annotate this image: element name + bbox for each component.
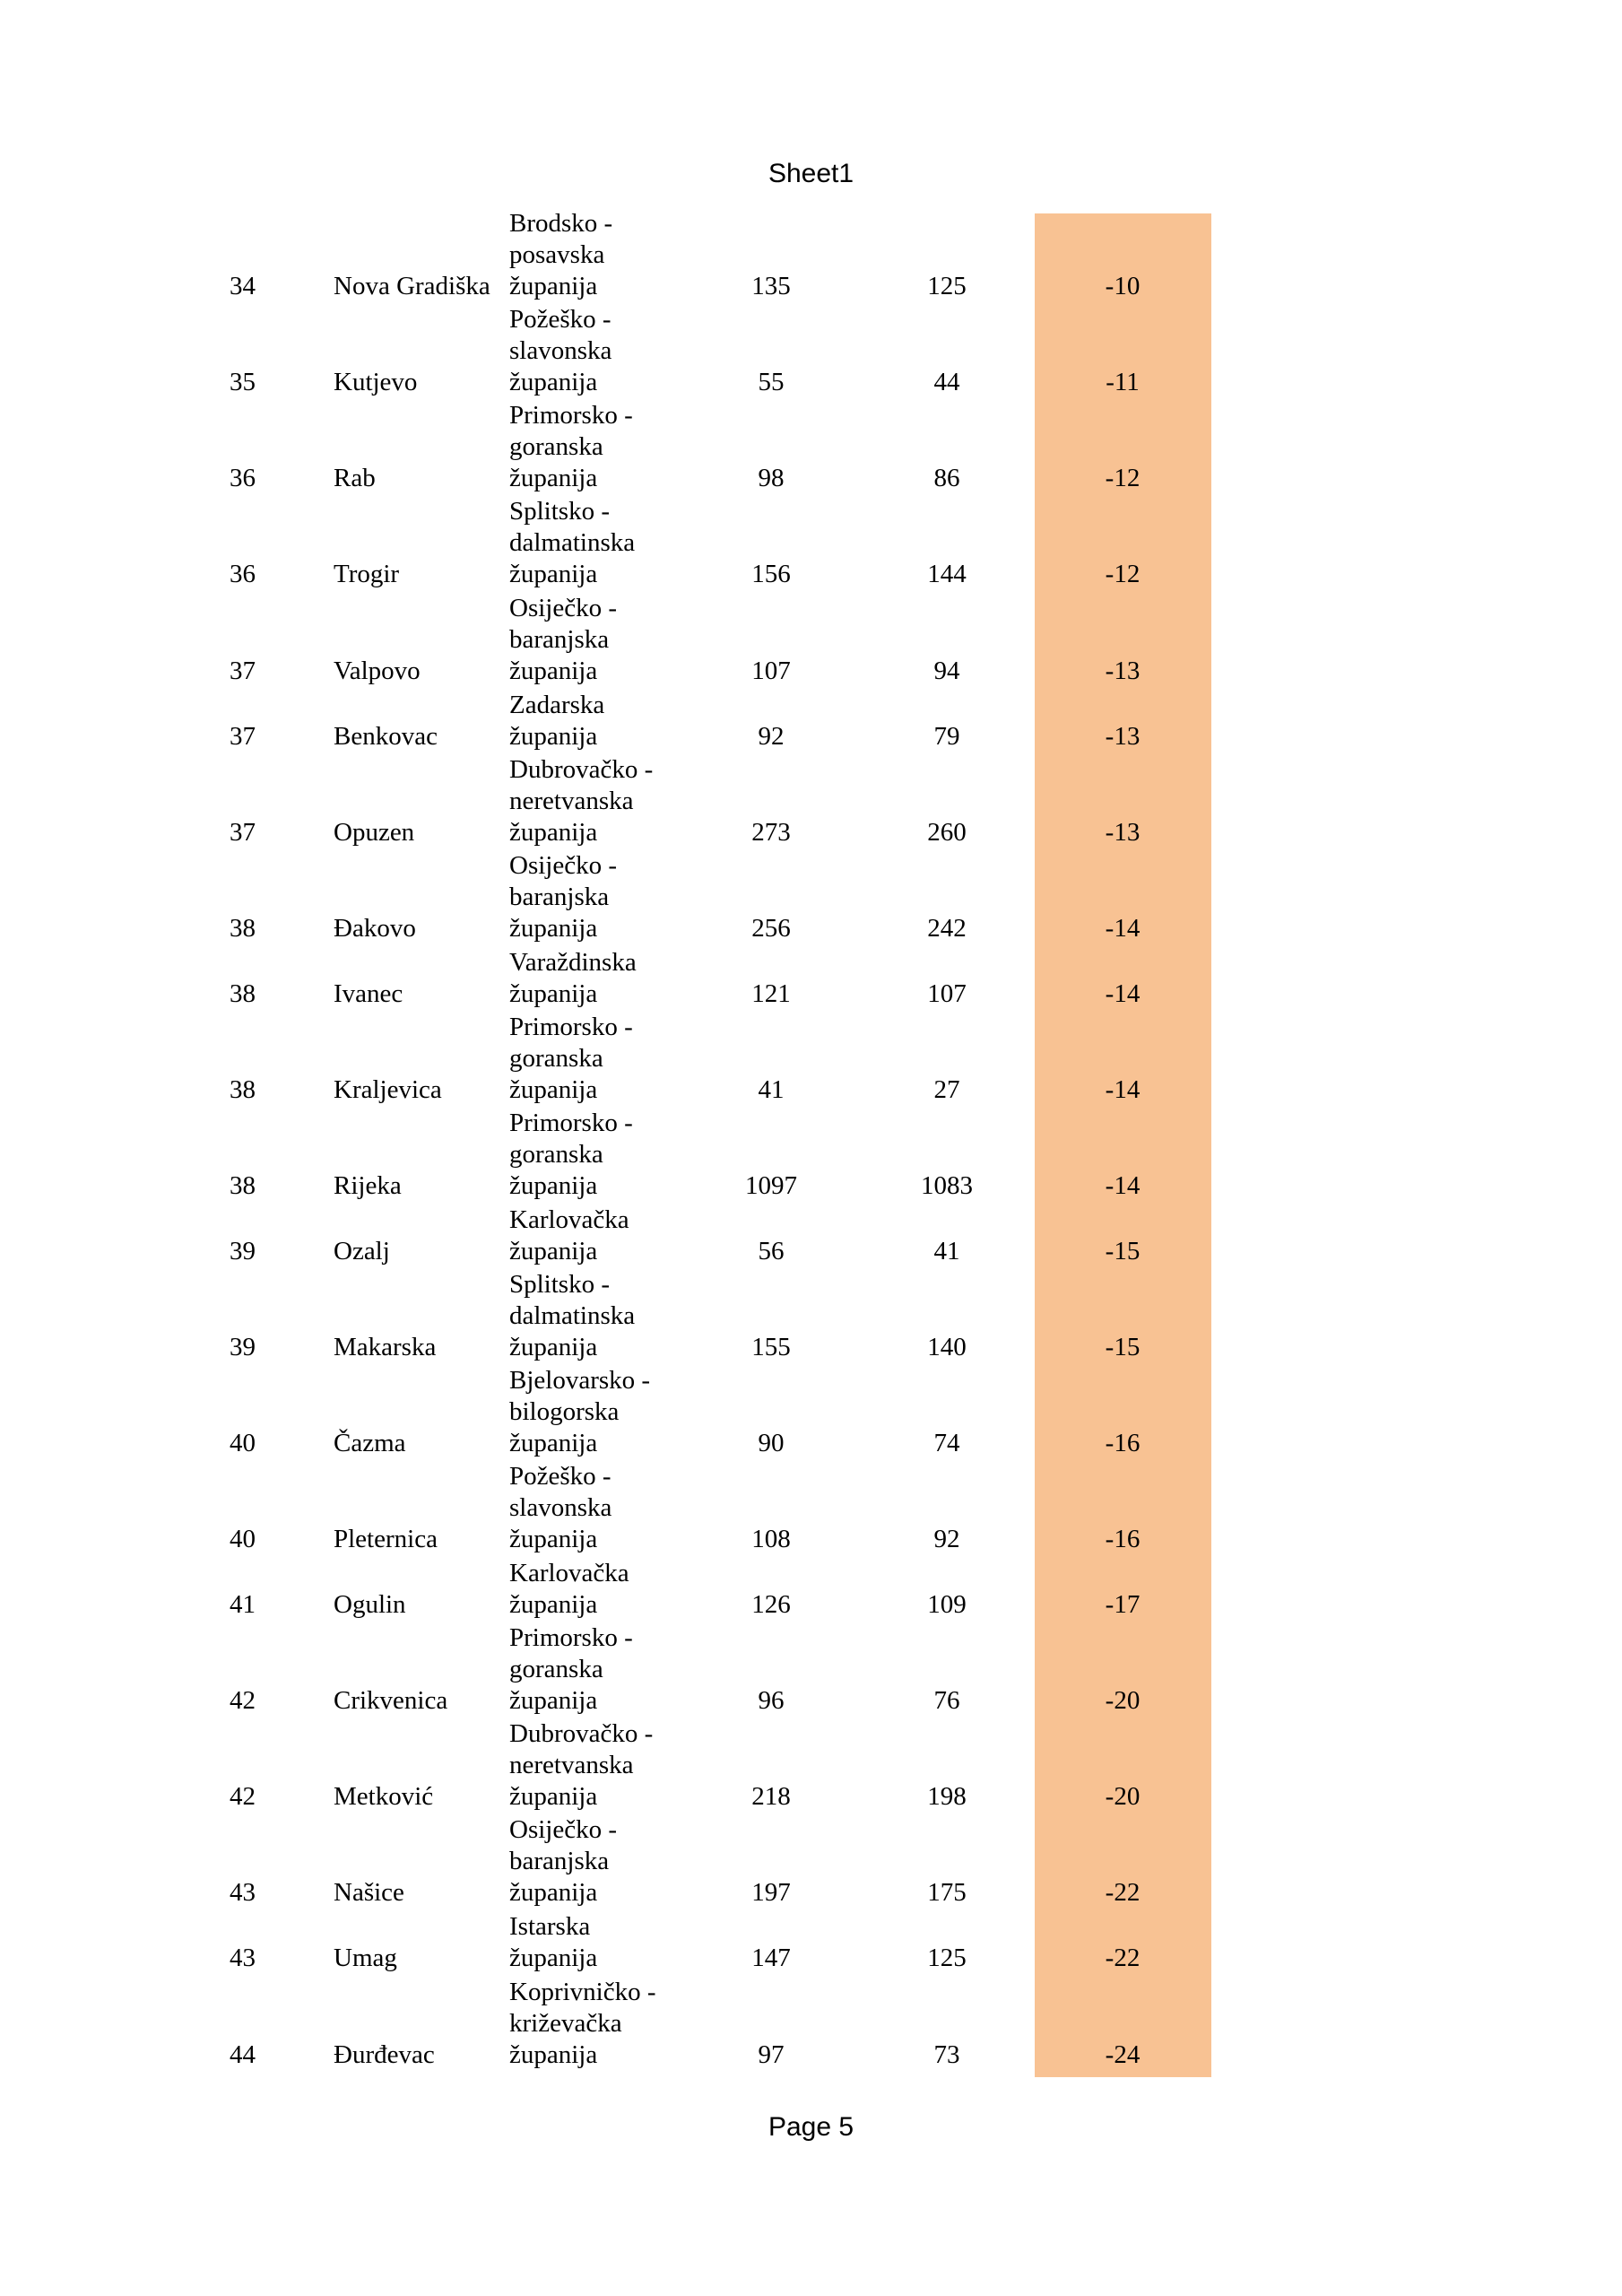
city-cell: Pleternica (334, 1525, 438, 1553)
value-1-cell: 147 (751, 1944, 791, 1972)
difference-cell: -17 (1105, 1590, 1141, 1619)
value-2-cell: 242 (927, 914, 967, 943)
value-1-cell: 107 (751, 657, 791, 685)
rank-cell: 44 (230, 2040, 256, 2069)
county-cell: Primorsko - goranska županija (509, 401, 633, 492)
value-1-cell: 56 (758, 1237, 785, 1265)
value-1-cell: 96 (758, 1686, 785, 1715)
value-2-cell: 76 (933, 1686, 960, 1715)
value-2-cell: 125 (927, 272, 967, 300)
rank-cell: 37 (230, 657, 256, 685)
value-1-cell: 135 (751, 272, 791, 300)
value-1-cell: 90 (758, 1429, 785, 1457)
difference-cell: -14 (1105, 914, 1141, 943)
city-cell: Metković (334, 1782, 434, 1811)
difference-cell: -11 (1106, 368, 1140, 396)
value-1-cell: 41 (758, 1075, 785, 1104)
rank-cell: 38 (230, 1075, 256, 1104)
value-1-cell: 256 (751, 914, 791, 943)
rank-cell: 37 (230, 818, 256, 847)
city-cell: Valpovo (334, 657, 421, 685)
difference-cell: -13 (1105, 657, 1141, 685)
value-1-cell: 126 (751, 1590, 791, 1619)
value-2-cell: 125 (927, 1944, 967, 1972)
county-cell: Splitsko - dalmatinska županija (509, 1270, 636, 1361)
difference-cell: -15 (1105, 1237, 1141, 1265)
county-cell: Karlovačka županija (509, 1559, 629, 1619)
value-2-cell: 94 (933, 657, 960, 685)
county-cell: Osiječko - baranjska županija (509, 1815, 617, 1907)
difference-cell: -22 (1105, 1944, 1141, 1972)
value-1-cell: 108 (751, 1525, 791, 1553)
rank-cell: 39 (230, 1237, 256, 1265)
county-cell: Požeško - slavonska županija (509, 305, 612, 396)
value-2-cell: 175 (927, 1878, 967, 1907)
rank-cell: 35 (230, 368, 256, 396)
value-2-cell: 74 (933, 1429, 960, 1457)
county-cell: Brodsko - posavska županija (509, 209, 613, 300)
county-cell: Istarska županija (509, 1912, 598, 1972)
value-1-cell: 273 (751, 818, 791, 847)
difference-cell: -14 (1105, 1171, 1141, 1200)
difference-cell: -13 (1105, 818, 1141, 847)
difference-cell: -22 (1105, 1878, 1141, 1907)
city-cell: Čazma (334, 1429, 406, 1457)
rank-cell: 36 (230, 560, 256, 588)
city-cell: Rijeka (334, 1171, 402, 1200)
county-cell: Dubrovačko - neretvanska županija (509, 1719, 654, 1811)
city-cell: Trogir (334, 560, 400, 588)
rank-cell: 34 (230, 272, 256, 300)
city-cell: Ogulin (334, 1590, 406, 1619)
rank-cell: 43 (230, 1944, 256, 1972)
city-cell: Benkovac (334, 722, 438, 751)
value-1-cell: 121 (751, 979, 791, 1008)
rank-cell: 43 (230, 1878, 256, 1907)
county-cell: Koprivničko - križevačka županija (509, 1978, 656, 2069)
difference-cell: -13 (1105, 722, 1141, 751)
rank-cell: 38 (230, 1171, 256, 1200)
difference-cell: -15 (1105, 1333, 1141, 1361)
difference-cell: -20 (1105, 1686, 1141, 1715)
county-cell: Osiječko - baranjska županija (509, 594, 617, 685)
difference-cell: -10 (1105, 272, 1141, 300)
county-cell: Splitsko - dalmatinska županija (509, 497, 636, 588)
value-2-cell: 1083 (921, 1171, 973, 1200)
value-1-cell: 55 (758, 368, 785, 396)
rank-cell: 39 (230, 1333, 256, 1361)
value-2-cell: 79 (933, 722, 960, 751)
city-cell: Crikvenica (334, 1686, 448, 1715)
city-cell: Makarska (334, 1333, 437, 1361)
value-1-cell: 155 (751, 1333, 791, 1361)
county-cell: Primorsko - goranska županija (509, 1623, 633, 1715)
difference-cell: -12 (1105, 464, 1141, 492)
city-cell: Ivanec (334, 979, 403, 1008)
county-cell: Bjelovarsko - bilogorska županija (509, 1366, 651, 1457)
county-cell: Osiječko - baranjska županija (509, 851, 617, 943)
value-2-cell: 92 (933, 1525, 960, 1553)
page-number: Page 5 (768, 2112, 854, 2142)
value-1-cell: 156 (751, 560, 791, 588)
difference-cell: -12 (1105, 560, 1141, 588)
rank-cell: 41 (230, 1590, 256, 1619)
value-2-cell: 198 (927, 1782, 967, 1811)
city-cell: Nova Gradiška (334, 272, 490, 300)
county-cell: Primorsko - goranska županija (509, 1109, 633, 1200)
rank-cell: 42 (230, 1686, 256, 1715)
difference-cell: -14 (1105, 1075, 1141, 1104)
sheet-title: Sheet1 (768, 159, 854, 188)
value-2-cell: 144 (927, 560, 967, 588)
city-cell: Opuzen (334, 818, 415, 847)
value-1-cell: 92 (758, 722, 785, 751)
difference-cell: -14 (1105, 979, 1141, 1008)
difference-cell: -16 (1105, 1429, 1141, 1457)
value-1-cell: 97 (758, 2040, 785, 2069)
rank-cell: 40 (230, 1525, 256, 1553)
value-2-cell: 44 (933, 368, 960, 396)
city-cell: Kraljevica (334, 1075, 442, 1104)
rank-cell: 42 (230, 1782, 256, 1811)
city-cell: Ozalj (334, 1237, 390, 1265)
rank-cell: 38 (230, 914, 256, 943)
county-cell: Primorsko - goranska županija (509, 1013, 633, 1104)
value-2-cell: 260 (927, 818, 967, 847)
difference-cell: -16 (1105, 1525, 1141, 1553)
value-2-cell: 140 (927, 1333, 967, 1361)
value-1-cell: 218 (751, 1782, 791, 1811)
rank-cell: 37 (230, 722, 256, 751)
value-1-cell: 197 (751, 1878, 791, 1907)
rank-cell: 38 (230, 979, 256, 1008)
county-cell: Požeško - slavonska županija (509, 1462, 612, 1553)
value-2-cell: 27 (933, 1075, 960, 1104)
value-2-cell: 107 (927, 979, 967, 1008)
value-1-cell: 1097 (745, 1171, 797, 1200)
city-cell: Našice (334, 1878, 404, 1907)
value-2-cell: 41 (933, 1237, 960, 1265)
county-cell: Karlovačka županija (509, 1205, 629, 1265)
county-cell: Varaždinska županija (509, 948, 637, 1008)
value-2-cell: 109 (927, 1590, 967, 1619)
city-cell: Đurđevac (334, 2040, 435, 2069)
county-cell: Zadarska županija (509, 691, 605, 751)
city-cell: Umag (334, 1944, 397, 1972)
city-cell: Rab (334, 464, 376, 492)
difference-cell: -24 (1105, 2040, 1141, 2069)
value-2-cell: 73 (933, 2040, 960, 2069)
difference-cell: -20 (1105, 1782, 1141, 1811)
rank-cell: 36 (230, 464, 256, 492)
county-cell: Dubrovačko - neretvanska županija (509, 755, 654, 847)
value-2-cell: 86 (933, 464, 960, 492)
city-cell: Kutjevo (334, 368, 418, 396)
value-1-cell: 98 (758, 464, 785, 492)
city-cell: Đakovo (334, 914, 416, 943)
rank-cell: 40 (230, 1429, 256, 1457)
